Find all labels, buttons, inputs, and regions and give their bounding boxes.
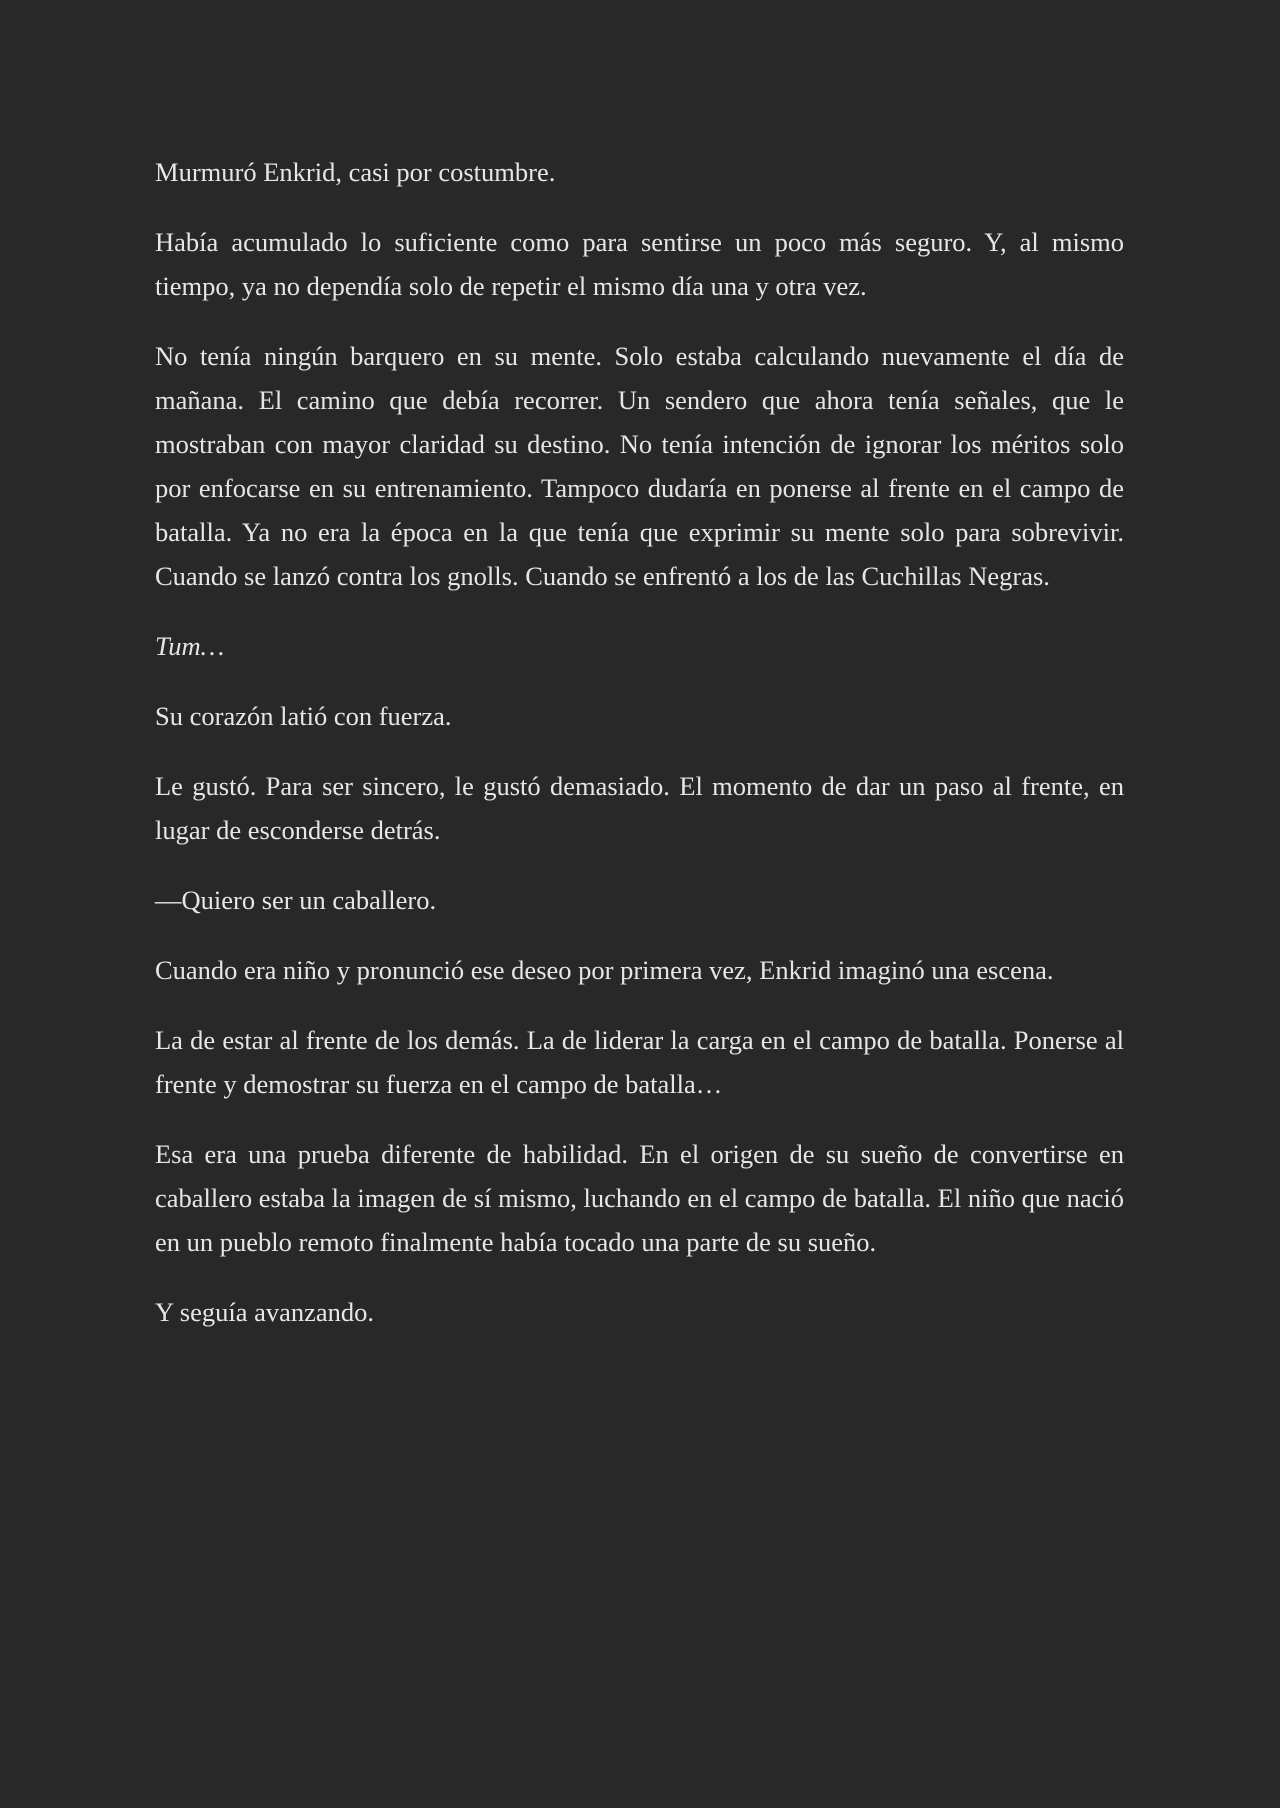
paragraph: Esa era una prueba diferente de habilidad. En el origen de su sueño de convertirse en caballero estaba la imagen de sí mismo, luchando en el campo de batalla. El niño que nació en un pueblo remoto finalmente había tocado una parte de su sueño. — [155, 1139, 1124, 1257]
paragraph: La de estar al frente de los demás. La de liderar la carga en el campo de batalla. Ponerse al frente y demostrar su fuerza en el campo de batalla… — [155, 1025, 1124, 1099]
paragraph: Su corazón latió con fuerza. — [155, 701, 452, 731]
dialogue-paragraph: —Quiero ser un caballero. — [155, 885, 437, 915]
paragraph: Y seguía avanzando. — [155, 1297, 375, 1327]
sound-effect-paragraph: Tum… — [155, 631, 225, 661]
paragraph: No tenía ningún barquero en su mente. Solo estaba calculando nuevamente el día de mañana. El camino que debía recorrer. Un sendero que ahora tenía señales, que le mostraban con mayor claridad su destino. No tenía intención de ignorar los méritos solo por enfocarse en su entrenamiento. Tampoco dudaría en ponerse al frente en el campo de batalla. Ya no era la época en la que tenía que exprimir su mente solo para sobrevivir. Cuando se lanzó contra los gnolls. Cuando se enfrentó a los de las Cuchillas Negras. — [155, 341, 1124, 591]
paragraph: Había acumulado lo suficiente como para sentirse un poco más seguro. Y, al mismo tiempo, ya no dependía solo de repetir el mismo día una y otra vez. — [155, 227, 1124, 301]
paragraph: Murmuró Enkrid, casi por costumbre. — [155, 157, 556, 187]
paragraph: Le gustó. Para ser sincero, le gustó demasiado. El momento de dar un paso al frente, en lugar de esconderse detrás. — [155, 771, 1124, 845]
chapter-text — [155, 150, 1124, 1360]
paragraph: Cuando era niño y pronunció ese deseo por primera vez, Enkrid imaginó una escena. — [155, 955, 1054, 985]
